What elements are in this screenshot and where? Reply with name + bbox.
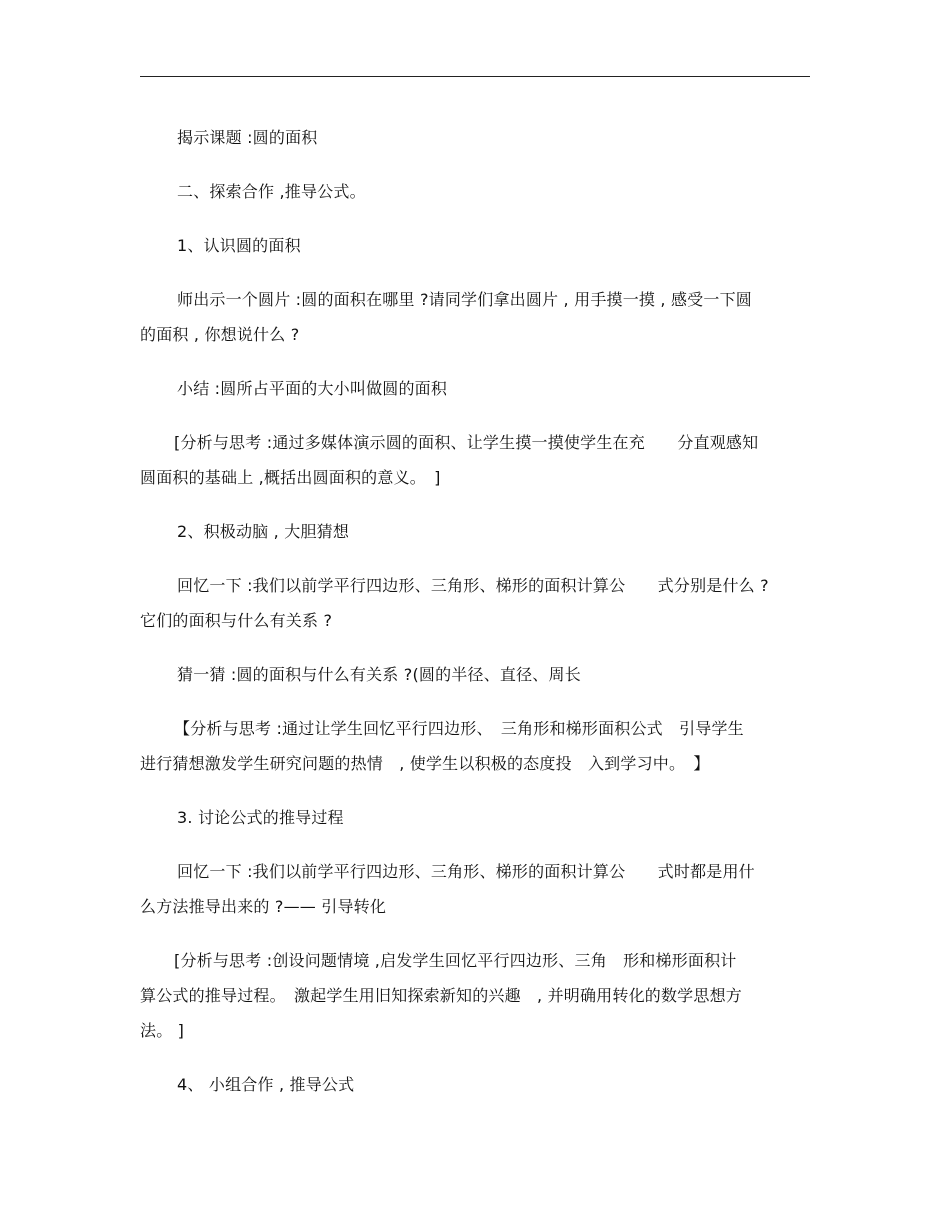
subsection-heading bbox=[140, 1067, 812, 1102]
text-line: 算公式的推导过程。 激起学生用旧知探索新知的兴趣 , 并明确用转化的数学思想方 bbox=[140, 986, 742, 1005]
text-line: 1、认识圆的面积 bbox=[177, 236, 301, 255]
text-line: 2、积极动脑 , 大胆猜想 bbox=[177, 522, 350, 541]
text-line: 【分析与思考 :通过让学生回忆平行四边形、 三角形和梯形面积公式 引导学生 bbox=[174, 719, 744, 738]
document-body bbox=[140, 120, 812, 1121]
paragraph-topic bbox=[140, 120, 812, 155]
section-heading bbox=[140, 174, 812, 209]
text-line: 进行猜想激发学生研究问题的热情 , 使学生以积极的态度投 入到学习中。 】 bbox=[140, 754, 710, 773]
text-line: 么方法推导出来的 ?—— 引导转化 bbox=[140, 897, 387, 916]
paragraph-recall-2 bbox=[140, 854, 812, 924]
text-line: 揭示课题 :圆的面积 bbox=[177, 128, 318, 147]
text-line: [分析与思考 :通过多媒体演示圆的面积、让学生摸一摸使学生在充 分直观感知 bbox=[174, 433, 759, 452]
text-line: 师出示一个圆片 :圆的面积在哪里 ?请同学们拿出圆片 , 用手摸一摸 , 感受一下圆 bbox=[177, 290, 752, 309]
paragraph-guess bbox=[140, 657, 812, 692]
text-line: 二、探索合作 ,推导公式。 bbox=[177, 182, 366, 201]
paragraph-analysis-1 bbox=[140, 425, 812, 495]
header-rule bbox=[140, 76, 810, 77]
subsection-heading bbox=[140, 514, 812, 549]
paragraph-analysis-3 bbox=[140, 943, 812, 1048]
text-line: 3. 讨论公式的推导过程 bbox=[177, 808, 344, 827]
text-line: 回忆一下 :我们以前学平行四边形、三角形、梯形的面积计算公 式分别是什么 ? bbox=[177, 576, 769, 595]
text-line: 小结 :圆所占平面的大小叫做圆的面积 bbox=[177, 379, 448, 398]
text-line: 圆面积的基础上 ,概括出圆面积的意义。 ] bbox=[140, 468, 441, 487]
paragraph-analysis-2 bbox=[140, 711, 812, 781]
paragraph-recall-1 bbox=[140, 568, 812, 638]
paragraph-summary bbox=[140, 371, 812, 406]
text-line: [分析与思考 :创设问题情境 ,启发学生回忆平行四边形、三角 形和梯形面积计 bbox=[174, 951, 737, 970]
text-line: 法。 ] bbox=[140, 1021, 185, 1040]
text-line: 它们的面积与什么有关系 ? bbox=[140, 611, 333, 630]
paragraph-teacher-demo bbox=[140, 282, 812, 352]
subsection-heading bbox=[140, 228, 812, 263]
text-line: 4、 小组合作 , 推导公式 bbox=[177, 1075, 355, 1094]
text-line: 的面积 , 你想说什么 ? bbox=[140, 325, 300, 344]
text-line: 猜一猜 :圆的面积与什么有关系 ?(圆的半径、直径、周长 bbox=[177, 665, 581, 684]
text-line: 回忆一下 :我们以前学平行四边形、三角形、梯形的面积计算公 式时都是用什 bbox=[177, 862, 755, 881]
subsection-heading bbox=[140, 800, 812, 835]
